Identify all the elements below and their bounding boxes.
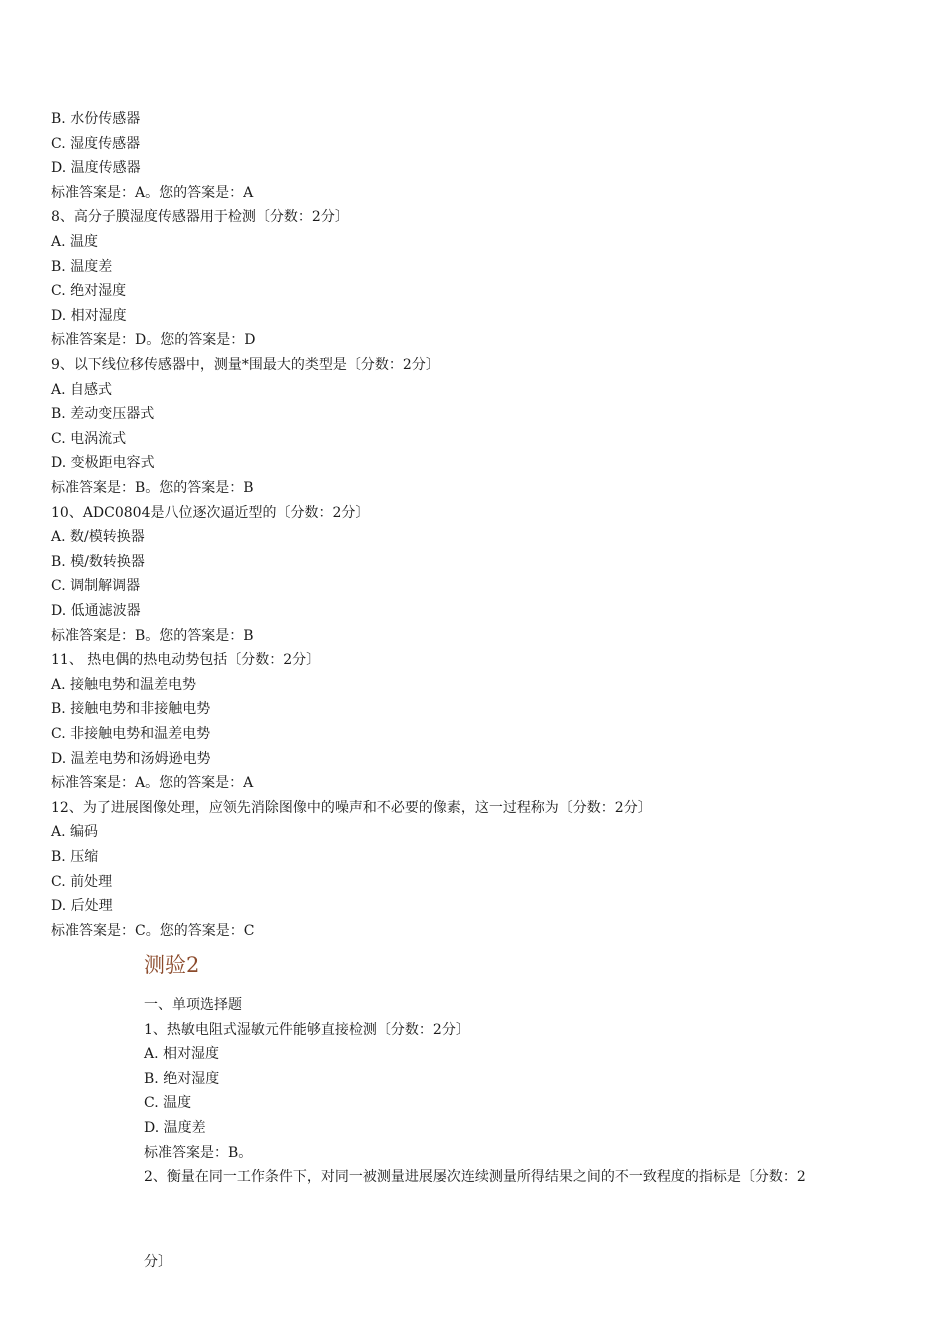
opt-d-q11: D. 温差电势和汤姆逊电势 <box>51 751 211 767</box>
opt-b-q11: B. 接触电势和非接触电势 <box>51 701 211 717</box>
section-title: 测验2 <box>144 953 200 977</box>
opt-a-q11: A. 接触电势和温差电势 <box>51 677 197 693</box>
question-12: 12、为了进展图像处理，应领先消除图像中的噪声和不必要的像素，这一过程称为〔分数：2分〕 <box>51 800 652 816</box>
opt-b-q9: B. 差动变压器式 <box>51 406 155 422</box>
opt-b-q8: B. 温度差 <box>51 259 113 275</box>
answer-q12: 标准答案是：C。您的答案是：C <box>51 923 255 939</box>
section-type: 一、单项选择题 <box>144 997 242 1013</box>
quiz2-question-1: 1、热敏电阻式湿敏元件能够直接检测〔分数：2分〕 <box>144 1022 470 1038</box>
quiz2-question-2: 2、衡量在同一工作条件下，对同一被测量进展屡次连续测量所得结果之间的不一致程度的指标是〔分数：2 <box>144 1169 806 1185</box>
question-2-continuation: 分〕 <box>144 1254 172 1270</box>
opt-b-q10: B. 模/数转换器 <box>51 554 145 570</box>
answer-q7: 标准答案是：A。您的答案是：A <box>51 185 254 201</box>
question-8: 8、高分子膜湿度传感器用于检测〔分数：2分〕 <box>51 209 349 225</box>
opt-a-q9: A. 自感式 <box>51 382 113 398</box>
opt-b-q12: B. 压缩 <box>51 849 99 865</box>
opt-c-q10: C. 调制解调器 <box>51 578 141 594</box>
opt-d-q8: D. 相对湿度 <box>51 308 127 324</box>
opt-c-q8: C. 绝对湿度 <box>51 283 127 299</box>
opt-d-q7: D. 温度传感器 <box>51 160 141 176</box>
opt-d-q12: D. 后处理 <box>51 898 113 914</box>
opt-c-q12: C. 前处理 <box>51 874 113 890</box>
answer-q8: 标准答案是：D。您的答案是：D <box>51 332 256 348</box>
opt-a-q8: A. 温度 <box>51 234 99 250</box>
quiz2-opt-c-q1: C. 温度 <box>144 1095 192 1111</box>
opt-d-q9: D. 变极距电容式 <box>51 455 155 471</box>
opt-a-q10: A. 数/模转换器 <box>51 529 145 545</box>
opt-c-q9: C. 电涡流式 <box>51 431 127 447</box>
question-10: 10、ADC0804是八位逐次逼近型的〔分数：2分〕 <box>51 505 370 521</box>
question-11: 11、 热电偶的热电动势包括〔分数：2分〕 <box>51 652 321 668</box>
opt-c-q11: C. 非接触电势和温差电势 <box>51 726 211 742</box>
opt-c-q7: C. 湿度传感器 <box>51 136 141 152</box>
question-9: 9、以下线位移传感器中，测量*围最大的类型是〔分数：2分〕 <box>51 357 440 373</box>
quiz2-opt-b-q1: B. 绝对湿度 <box>144 1071 220 1087</box>
quiz2-answer-q1: 标准答案是：B。 <box>144 1145 253 1161</box>
opt-a-q12: A. 编码 <box>51 824 99 840</box>
answer-q9: 标准答案是：B。您的答案是：B <box>51 480 254 496</box>
answer-q11: 标准答案是：A。您的答案是：A <box>51 775 254 791</box>
quiz2-opt-a-q1: A. 相对湿度 <box>144 1046 220 1062</box>
opt-b-q7: B. 水份传感器 <box>51 111 141 127</box>
quiz2-opt-d-q1: D. 温度差 <box>144 1120 206 1136</box>
opt-d-q10: D. 低通滤波器 <box>51 603 141 619</box>
answer-q10: 标准答案是：B。您的答案是：B <box>51 628 254 644</box>
